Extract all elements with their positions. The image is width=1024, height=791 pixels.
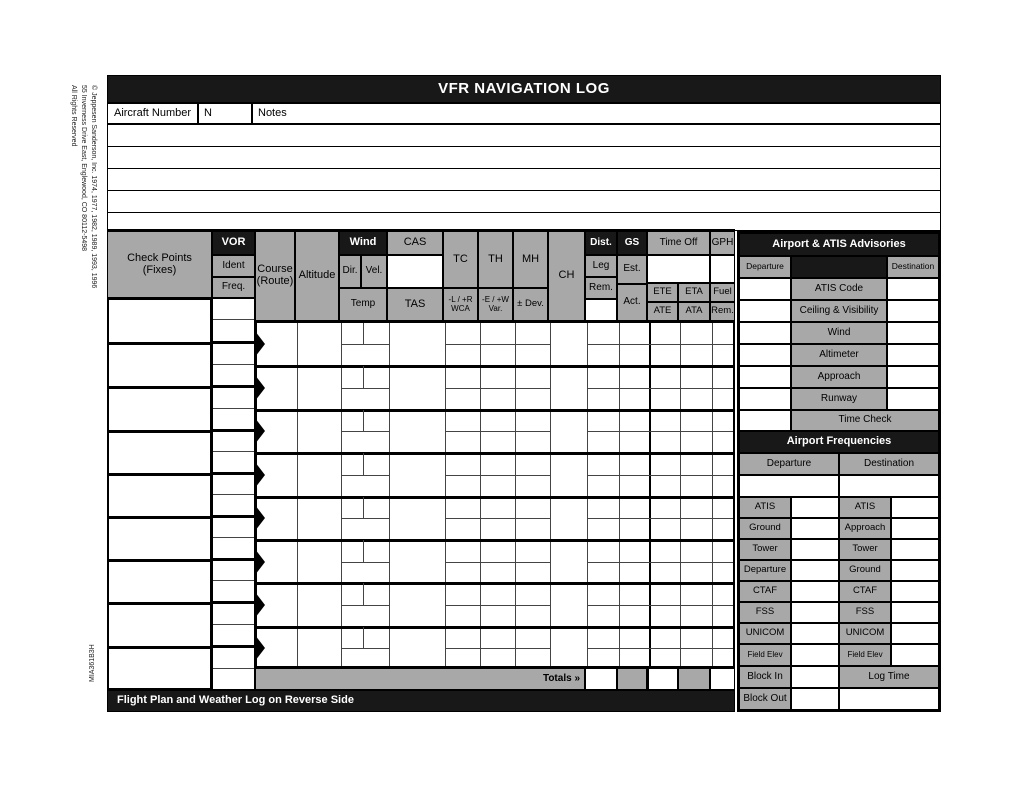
aircraft-number-field[interactable]: N bbox=[198, 103, 252, 124]
grid-line bbox=[363, 366, 364, 388]
grid-line bbox=[445, 388, 551, 389]
freq-left-value[interactable] bbox=[791, 602, 839, 623]
cas-entry-box[interactable] bbox=[387, 255, 443, 288]
header-ch: CH bbox=[548, 231, 585, 321]
grid-line bbox=[445, 605, 551, 606]
freq-right-value[interactable] bbox=[891, 644, 939, 666]
grid-line bbox=[363, 410, 364, 431]
departure-airport-cell[interactable] bbox=[739, 475, 839, 497]
header-th-sub bbox=[478, 288, 513, 321]
advisory-destination-value[interactable] bbox=[887, 322, 939, 344]
grid-line bbox=[712, 323, 713, 666]
leg-arrow-icon bbox=[255, 331, 265, 357]
course-label: Course bbox=[257, 263, 293, 276]
grid-line bbox=[341, 431, 390, 432]
check-points-label: Check Points bbox=[127, 251, 192, 264]
leg-arrow-icon bbox=[255, 549, 265, 575]
vor-pair[interactable] bbox=[213, 475, 254, 518]
grid-line bbox=[389, 323, 390, 666]
header-gph: GPH bbox=[710, 231, 735, 255]
header-gs: GS bbox=[617, 231, 647, 255]
advisory-destination-value[interactable] bbox=[887, 300, 939, 322]
freq-left-value[interactable] bbox=[791, 518, 839, 539]
vor-pair[interactable] bbox=[213, 344, 254, 388]
advisory-row-label: Ceiling & Visibility bbox=[791, 300, 887, 322]
header-mh-sub: ± Dev. bbox=[513, 288, 548, 321]
grid-line bbox=[480, 323, 481, 666]
check-point-cell[interactable] bbox=[109, 519, 210, 562]
grid-line bbox=[341, 518, 390, 519]
tc-sub2: WCA bbox=[451, 303, 470, 313]
grid-line bbox=[445, 475, 551, 476]
frequencies-title: Airport Frequencies bbox=[739, 431, 939, 453]
gph-entry-box[interactable] bbox=[710, 255, 735, 283]
header-freq: Freq. bbox=[212, 277, 255, 298]
freq-right-value[interactable] bbox=[891, 497, 939, 518]
header-vel: Vel. bbox=[361, 255, 387, 288]
freq-left-label: Tower bbox=[739, 539, 791, 560]
aircraft-number-label: Aircraft Number bbox=[107, 103, 198, 124]
dist-entry-box[interactable] bbox=[585, 299, 617, 321]
block-out-value[interactable] bbox=[791, 688, 839, 710]
advisory-destination-value[interactable] bbox=[887, 344, 939, 366]
header-fuel: Fuel bbox=[710, 283, 735, 302]
advisory-row-label: Runway bbox=[791, 388, 887, 410]
freq-right-value[interactable] bbox=[891, 602, 939, 623]
vor-ident-cell[interactable] bbox=[213, 475, 254, 495]
advisory-departure-value[interactable] bbox=[739, 300, 791, 322]
grid-line bbox=[257, 496, 733, 499]
grid-line bbox=[363, 627, 364, 648]
freq-right-value[interactable] bbox=[891, 623, 939, 644]
grid-line bbox=[341, 605, 390, 606]
header-altitude: Altitude bbox=[295, 231, 339, 321]
totals-dist-cell[interactable] bbox=[585, 668, 617, 690]
advisory-row-label: Altimeter bbox=[791, 344, 887, 366]
check-point-cell[interactable] bbox=[109, 433, 210, 476]
header-tas: TAS bbox=[387, 288, 443, 321]
grid-line bbox=[445, 344, 551, 345]
advisories-destination-label: Destination bbox=[887, 256, 939, 278]
grid-line bbox=[341, 475, 390, 476]
header-act: Act. bbox=[617, 284, 647, 321]
header-ate: ATE bbox=[647, 302, 678, 321]
grid-line bbox=[649, 323, 651, 666]
check-point-cell[interactable] bbox=[109, 649, 210, 688]
grid-line bbox=[341, 323, 342, 666]
reverse-side-note: Flight Plan and Weather Log on Reverse Side bbox=[107, 690, 735, 712]
freq-right-label: UNICOM bbox=[839, 623, 891, 644]
grid-line bbox=[257, 626, 733, 629]
grid-line bbox=[587, 562, 733, 563]
grid-line bbox=[341, 344, 390, 345]
grid-line bbox=[363, 583, 364, 605]
header-tc: TC bbox=[443, 231, 478, 288]
vor-pair[interactable] bbox=[213, 432, 254, 475]
vor-ident-cell[interactable] bbox=[213, 299, 254, 320]
vor-pair[interactable] bbox=[213, 518, 254, 561]
grid-line bbox=[363, 540, 364, 562]
grid-line bbox=[587, 648, 733, 649]
header-est: Est. bbox=[617, 255, 647, 284]
time-check-label: Time Check bbox=[791, 410, 939, 431]
grid-line bbox=[341, 388, 390, 389]
grid-line bbox=[587, 518, 733, 519]
frequencies-destination-label: Destination bbox=[839, 453, 939, 475]
advisory-destination-value[interactable] bbox=[887, 278, 939, 300]
advisory-departure-value[interactable] bbox=[739, 388, 791, 410]
grid-line bbox=[550, 323, 551, 666]
vor-ident-cell[interactable] bbox=[213, 561, 254, 581]
grid-line bbox=[108, 146, 940, 147]
form-code-text: MIA361B3H bbox=[89, 644, 96, 682]
header-time-off: Time Off bbox=[647, 231, 710, 255]
totals-gs-cell bbox=[617, 668, 647, 690]
header-th: TH bbox=[478, 231, 513, 288]
grid-line bbox=[297, 323, 298, 666]
freq-right-label: FSS bbox=[839, 602, 891, 623]
freq-left-label: FSS bbox=[739, 602, 791, 623]
check-point-cell[interactable] bbox=[109, 300, 210, 345]
freq-left-label: Field Elev bbox=[739, 644, 791, 666]
freq-right-value[interactable] bbox=[891, 539, 939, 560]
freq-right-value[interactable] bbox=[891, 560, 939, 581]
header-eta: ETA bbox=[678, 283, 710, 302]
vor-pair[interactable] bbox=[213, 604, 254, 648]
advisory-destination-value[interactable] bbox=[887, 366, 939, 388]
check-point-cell[interactable] bbox=[109, 562, 210, 605]
header-vor: VOR bbox=[212, 231, 255, 255]
vor-ident-cell[interactable] bbox=[213, 518, 254, 538]
vor-ident-cell[interactable] bbox=[213, 604, 254, 625]
grid-line bbox=[587, 431, 733, 432]
grid-line bbox=[257, 539, 733, 542]
grid-line bbox=[445, 648, 551, 649]
grid-line bbox=[108, 190, 940, 191]
grid-line bbox=[445, 323, 446, 666]
grid-line bbox=[445, 518, 551, 519]
grid-line bbox=[257, 365, 733, 368]
advisory-row-label: Approach bbox=[791, 366, 887, 388]
freq-right-label: Field Elev bbox=[839, 644, 891, 666]
grid-line bbox=[587, 475, 733, 476]
check-point-cell[interactable] bbox=[109, 345, 210, 389]
copyright-line3: All Rights Reserved bbox=[70, 85, 77, 147]
freq-right-label: ATIS bbox=[839, 497, 891, 518]
advisory-departure-value[interactable] bbox=[739, 366, 791, 388]
time-off-entry-box[interactable] bbox=[647, 255, 710, 283]
freq-left-value[interactable] bbox=[791, 497, 839, 518]
vor-ident-cell[interactable] bbox=[213, 648, 254, 669]
block-out-label: Block Out bbox=[739, 688, 791, 710]
grid-line bbox=[108, 212, 940, 213]
header-ident: Ident bbox=[212, 255, 255, 277]
grid-line bbox=[680, 323, 681, 666]
freq-right-value[interactable] bbox=[891, 518, 939, 539]
grid-line bbox=[341, 562, 390, 563]
leg-arrow-icon bbox=[255, 505, 265, 531]
advisories-middle-black-cell bbox=[791, 256, 887, 278]
freq-right-label: CTAF bbox=[839, 581, 891, 602]
leg-arrow-icon bbox=[255, 462, 265, 488]
freq-left-value[interactable] bbox=[791, 560, 839, 581]
vor-pair[interactable] bbox=[213, 299, 254, 344]
grid-line bbox=[587, 605, 733, 606]
fixes-label: (Fixes) bbox=[142, 263, 177, 276]
advisory-destination-value[interactable] bbox=[887, 388, 939, 410]
vor-column[interactable] bbox=[212, 298, 255, 690]
grid-line bbox=[257, 452, 733, 455]
freq-left-value[interactable] bbox=[791, 581, 839, 602]
header-mh: MH bbox=[513, 231, 548, 288]
copyright-text bbox=[68, 85, 98, 325]
page-title: VFR NAVIGATION LOG bbox=[107, 75, 941, 103]
header-rem: Rem. bbox=[585, 277, 617, 299]
grid-line bbox=[363, 453, 364, 475]
header-tc-sub bbox=[443, 288, 478, 321]
check-point-cell[interactable] bbox=[109, 605, 210, 649]
destination-airport-cell[interactable] bbox=[839, 475, 939, 497]
header-dir: Dir. bbox=[339, 255, 361, 288]
totals-label: Totals » bbox=[255, 668, 585, 690]
vor-ident-cell[interactable] bbox=[213, 388, 254, 409]
grid-line bbox=[363, 323, 364, 344]
advisories-title: Airport & ATIS Advisories bbox=[739, 233, 939, 256]
leg-arrow-icon bbox=[255, 592, 265, 618]
vor-pair[interactable] bbox=[213, 648, 254, 689]
freq-right-label: Tower bbox=[839, 539, 891, 560]
grid-line bbox=[515, 323, 516, 666]
header-dist: Dist. bbox=[585, 231, 617, 255]
check-point-cell[interactable] bbox=[109, 476, 210, 519]
block-in-value[interactable] bbox=[791, 666, 839, 688]
grid-line bbox=[257, 582, 733, 585]
header-course bbox=[255, 231, 295, 321]
header-check-points bbox=[107, 231, 212, 298]
totals-eta-cell bbox=[678, 668, 710, 690]
log-time-value[interactable] bbox=[839, 688, 939, 710]
advisory-row-label: Wind bbox=[791, 322, 887, 344]
th-sub1: -E / +W bbox=[482, 294, 509, 304]
header-wind: Wind bbox=[339, 231, 387, 255]
frequencies-departure-label: Departure bbox=[739, 453, 839, 475]
leg-arrow-icon bbox=[255, 418, 265, 444]
leg-arrow-icon bbox=[255, 375, 265, 401]
advisories-departure-label: Departure bbox=[739, 256, 791, 278]
freq-left-value[interactable] bbox=[791, 644, 839, 666]
header-cas: CAS bbox=[387, 231, 443, 255]
grid-line bbox=[341, 648, 390, 649]
notes-label: Notes bbox=[252, 103, 941, 124]
grid-line bbox=[257, 409, 733, 412]
header-leg: Leg bbox=[585, 255, 617, 277]
grid-line bbox=[619, 323, 620, 666]
header-fuel-rem: Rem. bbox=[710, 302, 735, 321]
grid-line bbox=[587, 323, 588, 666]
advisory-departure-value[interactable] bbox=[739, 322, 791, 344]
leg-data-grid[interactable] bbox=[255, 321, 735, 668]
freq-right-label: Ground bbox=[839, 560, 891, 581]
check-points-column[interactable] bbox=[107, 298, 212, 690]
copyright-line2: 55 Inverness Drive East, Englewood, CO 80112-5498 bbox=[80, 85, 87, 252]
header-ete: ETE bbox=[647, 283, 678, 302]
vor-ident-cell[interactable] bbox=[213, 344, 254, 365]
grid-line bbox=[445, 431, 551, 432]
grid-line bbox=[108, 168, 940, 169]
grid-line bbox=[587, 344, 733, 345]
freq-right-value[interactable] bbox=[891, 581, 939, 602]
freq-left-value[interactable] bbox=[791, 623, 839, 644]
th-sub2: Var. bbox=[488, 303, 503, 313]
freq-right-label: Approach bbox=[839, 518, 891, 539]
header-ata: ATA bbox=[678, 302, 710, 321]
check-point-cell[interactable] bbox=[109, 389, 210, 433]
advisory-row-label: ATIS Code bbox=[791, 278, 887, 300]
vor-pair[interactable] bbox=[213, 388, 254, 432]
leg-arrow-icon bbox=[255, 635, 265, 661]
freq-left-label: ATIS bbox=[739, 497, 791, 518]
airport-panel bbox=[737, 231, 941, 712]
block-in-label: Block In bbox=[739, 666, 791, 688]
totals-ete-cell[interactable] bbox=[647, 668, 678, 690]
copyright-line1: © Jeppesen Sanderson, Inc. 1974, 1977, 1982, 1989, 1993, 1996 bbox=[90, 85, 97, 289]
freq-left-label: CTAF bbox=[739, 581, 791, 602]
tc-sub1: -L / +R bbox=[448, 294, 473, 304]
time-check-value[interactable] bbox=[739, 410, 791, 431]
advisory-departure-value[interactable] bbox=[739, 344, 791, 366]
grid-line bbox=[445, 562, 551, 563]
grid-line bbox=[587, 388, 733, 389]
freq-left-label: Departure bbox=[739, 560, 791, 581]
advisory-departure-value[interactable] bbox=[739, 278, 791, 300]
route-label: (Route) bbox=[256, 275, 294, 287]
freq-left-label: Ground bbox=[739, 518, 791, 539]
notes-area[interactable] bbox=[107, 124, 941, 231]
vor-pair[interactable] bbox=[213, 561, 254, 604]
totals-fuel-cell[interactable] bbox=[710, 668, 735, 690]
header-temp: Temp bbox=[339, 288, 387, 321]
freq-left-value[interactable] bbox=[791, 539, 839, 560]
grid-line bbox=[363, 497, 364, 518]
log-time-label: Log Time bbox=[839, 666, 939, 688]
freq-left-label: UNICOM bbox=[739, 623, 791, 644]
vor-ident-cell[interactable] bbox=[213, 432, 254, 452]
